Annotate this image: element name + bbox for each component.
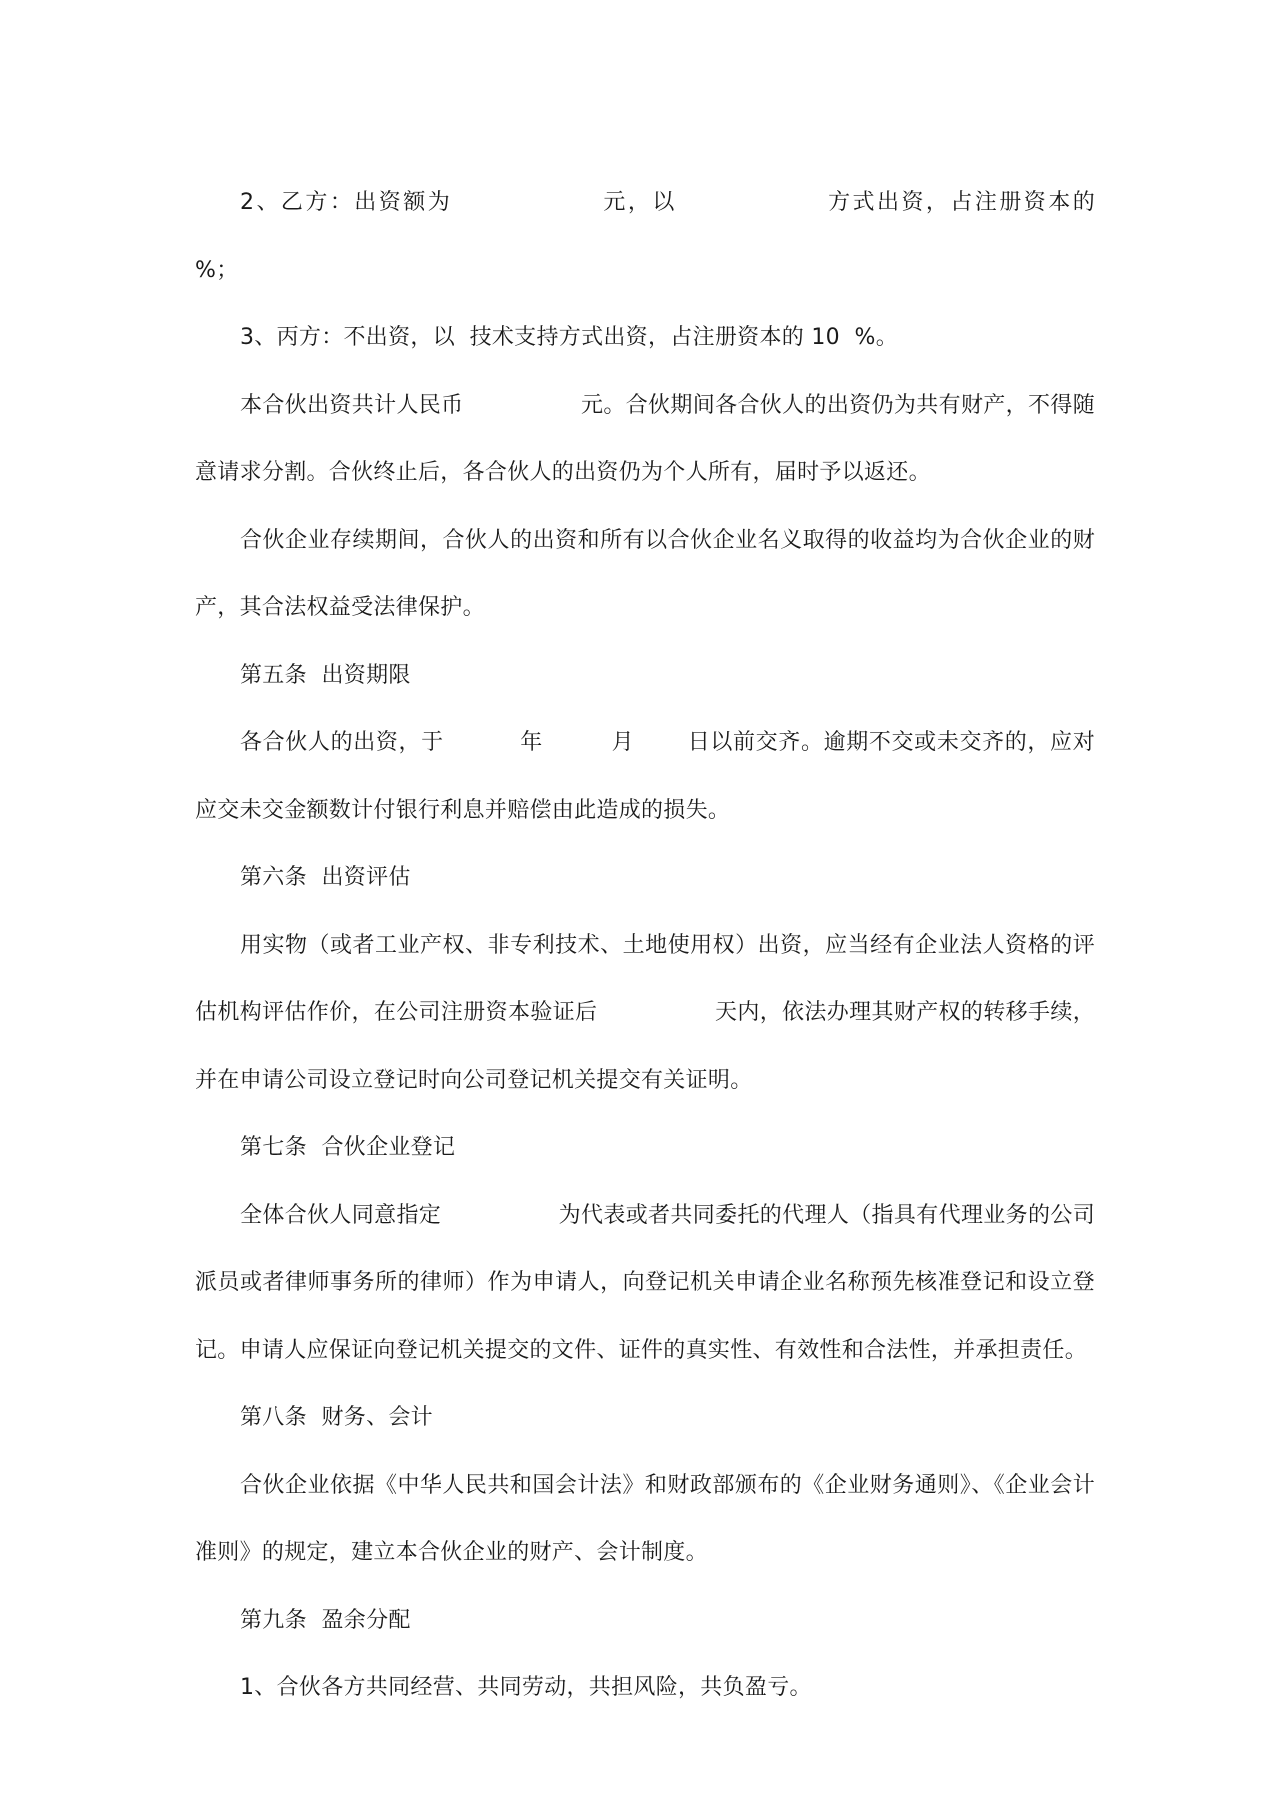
article-7-body: 全体合伙人同意指定 为代表或者共同委托的代理人（指具有代理业务的公司派员或者律师事务所的律师）作为申请人，向登记机关申请企业名称预先核准登记和设立登记。申请人应保证向登记机关提交的文件、证件的真实性、有效性和合法性，并承担责任。 <box>195 1202 1095 1363</box>
article-8-body: 合伙企业依据《中华人民共和国会计法》和财政部颁布的《企业财务通则》、《企业会计准则》的规定，建立本合伙企业的财产、会计制度。 <box>195 1472 1095 1565</box>
article-9-item-1: 1、合伙各方共同经营、共同劳动，共担风险，共负盈亏。 <box>240 1675 812 1700</box>
article-7-title: 第七条 合伙企业登记 <box>240 1135 456 1160</box>
article-6-body: 用实物（或者工业产权、非专利技术、土地使用权）出资，应当经有企业法人资格的评估机构评估作价，在公司注册资本验证后 天内，依法办理其财产权的转移手续，并在申请公司设立登记时向公司登记机关提交有关证明。 <box>195 932 1095 1093</box>
article-5-body: 各合伙人的出资，于 年 月 日以前交齐。逾期不交或未交齐的，应对应交未交金额数计付银行利息并赔偿由此造成的损失。 <box>195 730 1095 823</box>
contribution-party-c: 3、丙方：不出资，以 技术支持方式出资，占注册资本的 10 %。 <box>240 325 899 350</box>
contribution-party-b: 2、乙方：出资额为 元，以 方式出资，占注册资本的 %； <box>195 190 1212 283</box>
article-9-title: 第九条 盈余分配 <box>240 1607 411 1633</box>
paragraph-partnership-property: 合伙企业存续期间，合伙人的出资和所有以合伙企业名义取得的收益均为合伙企业的财产，其合法权益受法律保护。 <box>195 527 1095 620</box>
document-body <box>195 169 1212 1722</box>
article-5-title: 第五条 出资期限 <box>240 662 411 688</box>
article-8-title: 第八条 财务、会计 <box>240 1405 433 1430</box>
article-6-title: 第六条 出资评估 <box>240 865 411 890</box>
paragraph-total-contribution: 本合伙出资共计人民币 元。合伙期间各合伙人的出资仍为共有财产，不得随意请求分割。合伙终止后，各合伙人的出资仍为个人所有，届时予以返还。 <box>195 392 1095 485</box>
